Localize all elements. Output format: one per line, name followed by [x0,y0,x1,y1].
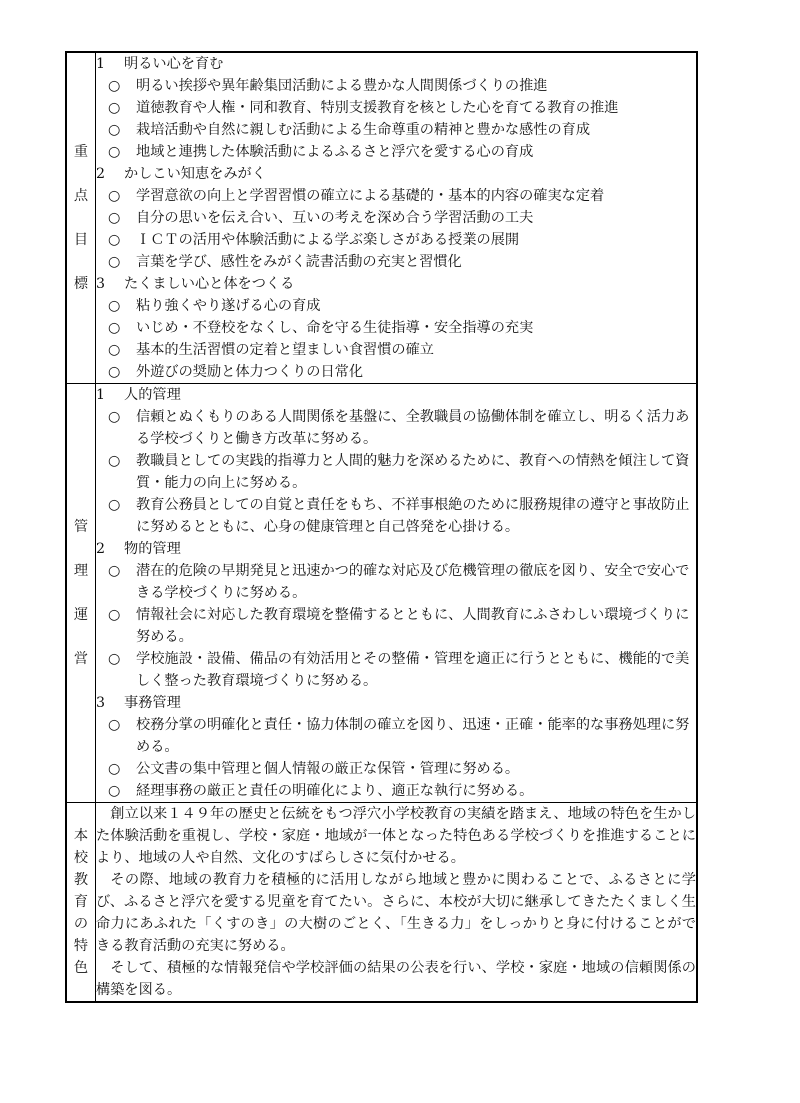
circle-bullet-icon: ○ [108,761,121,777]
list-item: ○ 栽培活動や自然に親しむ活動による生命尊重の精神と豊かな感性の育成 [96,119,696,141]
circle-bullet-icon: ○ [108,298,121,314]
list-item: ○ 粘り強くやり遂げる心の育成 [96,295,696,317]
circle-bullet-icon: ○ [108,320,121,336]
list-item: ○ ＩＣＴの活用や体験活動による学ぶ楽しさがある授業の展開 [96,229,696,251]
section-heading: 1 人的管理 [96,387,181,403]
paragraph: 創立以来１４９年の歴史と伝統をもつ浮穴小学校教育の実績を踏まえ、地域の特色を生かした体験活動を重視し、学校・家庭・地域が一体となった特色ある学校づくりを推進することにより、地域の人や自然、文化のすばらしさに気付かせる。 [96,806,696,866]
list-item: ○ 地域と連携した体験活動によるふるさと浮穴を愛する心の育成 [96,141,696,163]
school-plan-table [65,51,698,1003]
row-management [66,384,697,803]
list-item: ○ いじめ・不登校をなくし、命を守る生徒指導・安全指導の充実 [96,317,696,339]
circle-bullet-icon: ○ [108,210,121,226]
circle-bullet-icon: ○ [108,122,121,138]
label-char: 重 [73,144,89,160]
list-item: ○ 教育公務員としての自覚と責任をもち、不祥事根絶のために服務規律の遵守と事故防止に努めるとともに、心身の健康管理と自己啓発を心掛ける。 [96,494,696,538]
label-char: 標 [73,276,89,292]
list-item: ○ 言葉を学び、感性をみがく読書活動の充実と習慣化 [96,251,696,273]
circle-bullet-icon: ○ [108,188,121,204]
list-item: ○ 公文書の集中管理と個人情報の厳正な保管・管理に努める。 [96,758,696,780]
row-school-features [66,803,697,1003]
circle-bullet-icon: ○ [108,100,121,116]
section-heading: 3 たくましい心と体をつくる [96,276,295,292]
label-char: 校 [73,850,89,866]
list-item: ○ 校務分掌の明確化と責任・協力体制の確立を図り、迅速・正確・能率的な事務処理に努める。 [96,714,696,758]
label-char: の [73,916,89,932]
label-char: 運 [73,607,89,623]
circle-bullet-icon: ○ [108,651,121,667]
priority-goals-content [96,52,698,384]
section-heading: 2 かしこい知恵をみがく [96,166,266,182]
label-char: 理 [73,563,89,579]
list-item: ○ 道徳教育や人権・同和教育、特別支援教育を核とした心を育てる教育の推進 [96,97,696,119]
circle-bullet-icon: ○ [108,607,121,623]
row-label-management [66,384,96,803]
label-char: 教 [73,872,89,888]
section-heading: 3 事務管理 [96,695,181,711]
list-item: ○ 教職員としての実践的指導力と人間的魅力を深めるために、教育への情熱を傾注して資質・能力の向上に努める。 [96,450,696,494]
row-label-priority-goals [66,52,96,384]
label-char: 本 [73,828,89,844]
list-item: ○ 経理事務の厳正と責任の明確化により、適正な執行に努める。 [96,780,696,802]
label-char: 特 [73,938,89,954]
list-item: ○ 学校施設・設備、備品の有効活用とその整備・管理を適正に行うとともに、機能的で美しく整った教育環境づくりに努める。 [96,648,696,692]
list-item: ○ 基本的生活習慣の定着と望ましい食習慣の確立 [96,339,696,361]
paragraph: そして、積極的な情報発信や学校評価の結果の公表を行い、学校・家庭・地域の信頼関係の構築を図る。 [96,960,696,998]
label-char: 育 [73,894,89,910]
circle-bullet-icon: ○ [108,717,121,733]
circle-bullet-icon: ○ [108,497,121,513]
list-item: ○ 学習意欲の向上と学習習慣の確立による基礎的・基本的内容の確実な定着 [96,185,696,207]
label-char: 目 [73,232,89,248]
section-heading: 1 明るい心を育む [96,56,224,72]
row-label-school-features [66,803,96,1003]
circle-bullet-icon: ○ [108,563,121,579]
school-features-content [96,803,698,1003]
label-char: 管 [73,519,89,535]
list-item: ○ 信頼とぬくもりのある人間関係を基盤に、全教職員の協働体制を確立し、明るく活力ある学校づくりと働き方改革に努める。 [96,406,696,450]
circle-bullet-icon: ○ [108,144,121,160]
row-priority-goals [66,52,697,384]
list-item: ○ 自分の思いを伝え合い、互いの考えを深め合う学習活動の工夫 [96,207,696,229]
circle-bullet-icon: ○ [108,342,121,358]
list-item: ○ 外遊びの奨励と体力つくりの日常化 [96,361,696,383]
label-char: 点 [73,188,89,204]
label-char: 営 [73,651,89,667]
paragraph: その際、地域の教育力を積極的に活用しながら地域と豊かに関わることで、ふるさとに学び、ふるさと浮穴を愛する児童を育てたい。さらに、本校が大切に継承してきたたくましく生命力にあふれた「くすのき」の大樹のごとく、「生きる力」をしっかりと身に付けることができる教育活動の充実に努める。 [96,872,696,954]
circle-bullet-icon: ○ [108,254,121,270]
management-content [96,384,698,803]
circle-bullet-icon: ○ [108,232,121,248]
list-item: ○ 情報社会に対応した教育環境を整備するとともに、人間教育にふさわしい環境づくりに努める。 [96,604,696,648]
label-char: 色 [73,960,89,976]
section-heading: 2 物的管理 [96,541,181,557]
list-item: ○ 潜在的危険の早期発見と迅速かつ的確な対応及び危機管理の徹底を図り、安全で安心できる学校づくりに努める。 [96,560,696,604]
circle-bullet-icon: ○ [108,409,121,425]
circle-bullet-icon: ○ [108,453,121,469]
circle-bullet-icon: ○ [108,783,121,799]
circle-bullet-icon: ○ [108,78,121,94]
circle-bullet-icon: ○ [108,364,121,380]
list-item: ○ 明るい挨拶や異年齢集団活動による豊かな人間関係づくりの推進 [96,75,696,97]
